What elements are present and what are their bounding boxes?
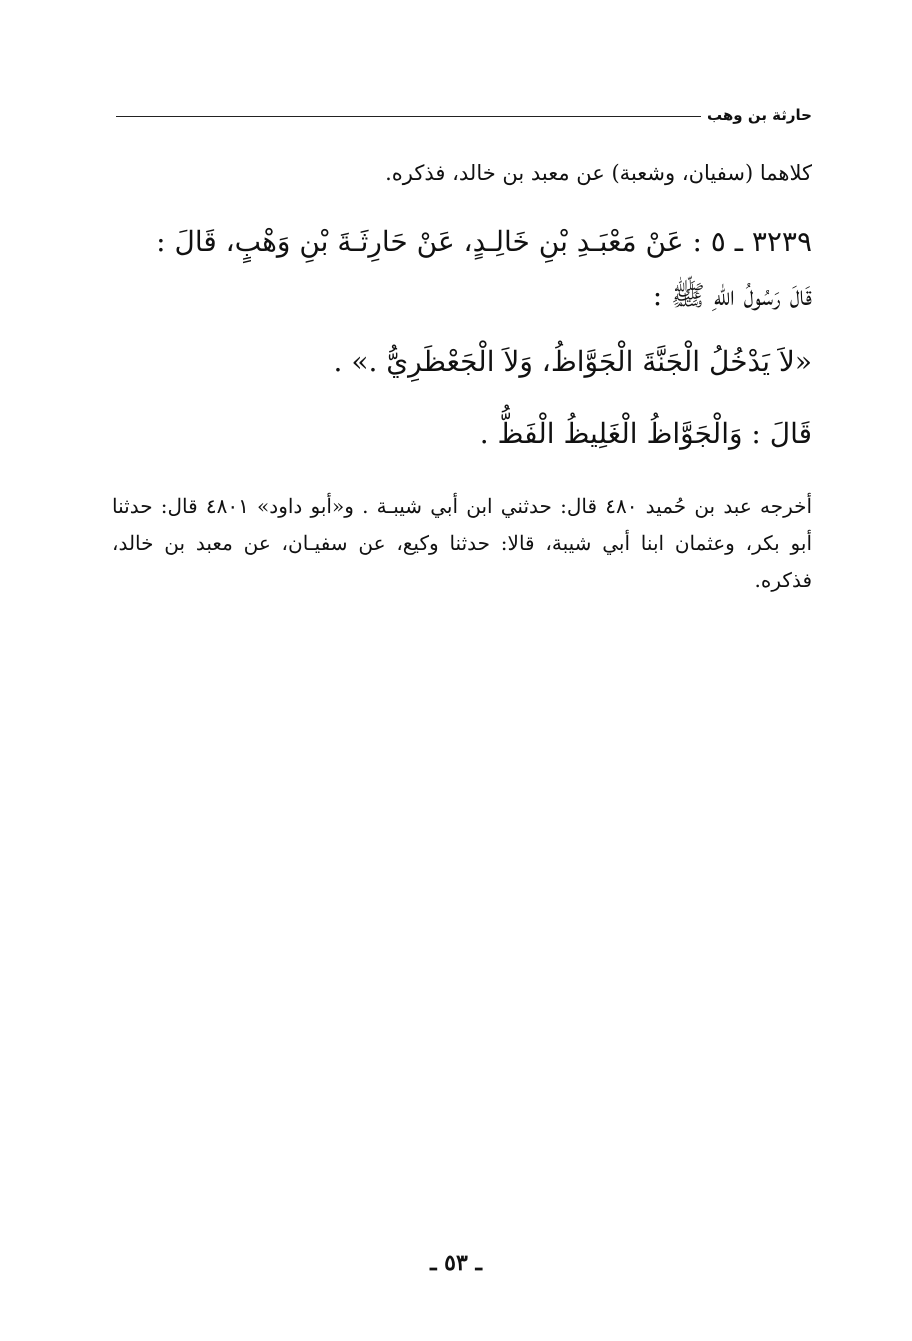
running-title: حارثة بن وهب bbox=[707, 106, 812, 124]
previous-hadith-tail: كلاهما (سفيان، وشعبة) عن معبد بن خالد، فذكره. bbox=[385, 161, 812, 185]
hadith-isnad-line: ٣٢٣٩ ـ ٥ : عَنْ مَعْبَـدِ بْنِ خَالِـدٍ، عَنْ حَارِثَـةَ بْنِ وَهْبٍ، قَالَ : bbox=[156, 225, 812, 258]
footnote-text: أخرجه عبد بن حُميد ٤٨٠ قال: حدثني ابن أبي شيبـة . و«أبو داود» ٤٨٠١ قال: حدثنا أبو بكر، وعثمان ابنا أبي شيبة، قالا: حدثنا وكيع، عن سفيـان، عن معبد بن خالد، فذكره. bbox=[112, 494, 813, 592]
running-header bbox=[116, 100, 812, 130]
hadith-matn: «لاَ يَدْخُلُ الْجَنَّةَ الْجَوَّاظُ، وَلاَ الْجَعْظَرِيُّ .» . bbox=[333, 345, 812, 378]
takhrij-footnote bbox=[112, 488, 812, 599]
hadith-gloss: قَالَ : وَالْجَوَّاظُ الْغَلِيظُ الْفَظُّ . bbox=[479, 417, 812, 450]
hadith-text bbox=[122, 215, 812, 461]
page-number: ـ ٥٣ ـ bbox=[430, 1250, 482, 1276]
hadith-attribution-line: قَالَ رَسُولُ اللّهِ ﷺ : bbox=[652, 279, 812, 312]
header-rule bbox=[116, 116, 701, 117]
